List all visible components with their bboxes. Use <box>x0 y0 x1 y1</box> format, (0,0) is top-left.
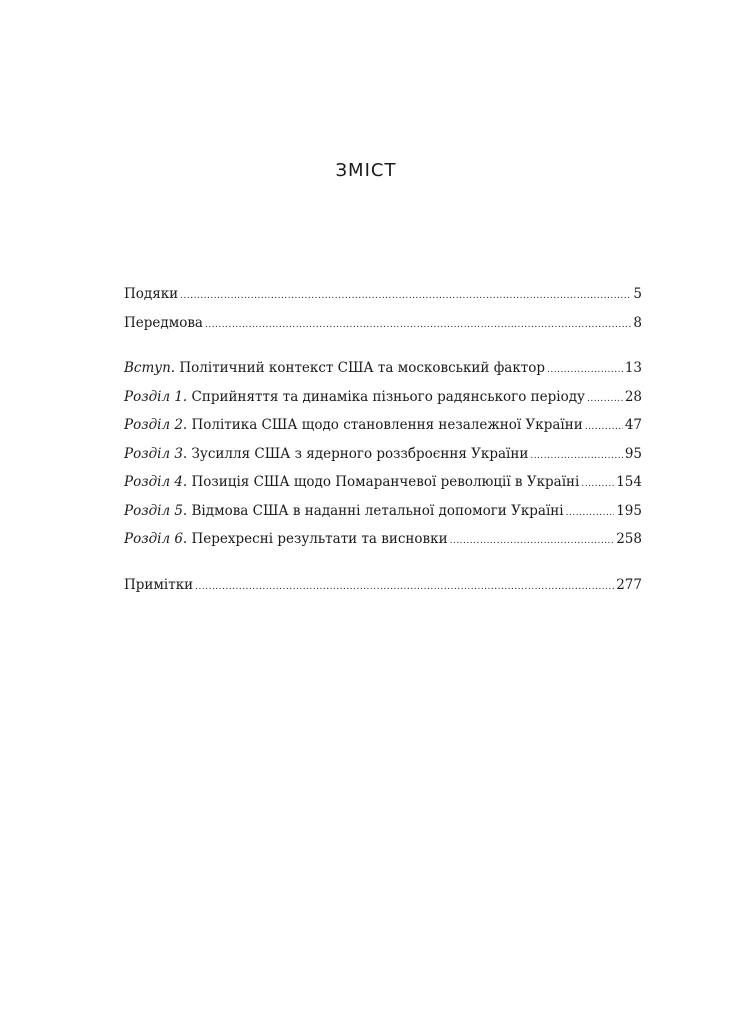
toc-leader-dots <box>180 284 631 306</box>
toc-entry-prefix: Розділ 6. <box>124 531 188 547</box>
toc-entry-notes[interactable] <box>124 575 642 604</box>
toc-leader-dots <box>450 529 615 551</box>
toc-entry-page: 13 <box>624 360 642 376</box>
toc-entry-page: 47 <box>624 417 642 433</box>
toc-entry-title: Політика США щодо становлення незалежної України <box>191 417 583 433</box>
toc-entry-chapter-4[interactable] <box>124 472 642 501</box>
toc-entry-acknowledgements[interactable] <box>124 284 642 313</box>
toc-front-matter <box>124 284 642 341</box>
toc-entry-page: 8 <box>633 314 642 331</box>
toc-entry-title: Перехресні результати та висновки <box>191 531 448 547</box>
toc-entry-prefix: Вступ. <box>124 360 176 376</box>
toc-entry-title: Відмова США в наданні летальної допомоги Україні <box>191 502 564 519</box>
page-title: ЗМІСТ <box>335 160 397 181</box>
toc-entry-title: Сприйняття та динаміка пізнього радянського періоду <box>191 388 585 405</box>
toc-leader-dots <box>587 387 623 409</box>
toc-entry-page: 5 <box>633 286 642 302</box>
toc-entry-page: 277 <box>616 576 642 593</box>
toc-leader-dots <box>581 472 614 494</box>
toc-back-matter <box>124 575 642 604</box>
toc-entry-title: Передмова <box>124 314 203 331</box>
toc-entry-chapter-1[interactable] <box>124 387 642 416</box>
toc-entry-title: Позиція США щодо Помаранчевої революції в Україні <box>191 474 580 490</box>
toc-entry-prefix: Розділ 1. <box>124 388 188 405</box>
toc-entry-title: Політичний контекст США та московський фактор <box>179 360 545 376</box>
toc-entry-page: 258 <box>616 531 642 547</box>
toc-entry-chapter-3[interactable] <box>124 444 642 473</box>
toc-entry-prefix: Розділ 3. <box>124 445 188 462</box>
toc-leader-dots <box>205 313 631 335</box>
toc-leader-dots <box>530 444 622 466</box>
toc-leader-dots <box>547 358 623 380</box>
toc-entry-title: Зусилля США з ядерного роззброєння України <box>191 445 529 462</box>
toc-entry-chapter-5[interactable] <box>124 501 642 530</box>
toc-entry-prefix: Розділ 4. <box>124 474 188 490</box>
toc-entry-chapter-6[interactable] <box>124 529 642 558</box>
toc-leader-dots <box>566 501 615 523</box>
toc-entry-prefix: Розділ 5. <box>124 502 188 519</box>
toc-entry-page: 28 <box>624 388 642 405</box>
toc-leader-dots <box>585 415 623 437</box>
toc-entry-page: 195 <box>616 502 642 519</box>
toc-entry-title: Примітки <box>124 576 194 593</box>
toc-entry-page: 154 <box>616 474 642 490</box>
toc-chapters <box>124 358 642 558</box>
toc-entry-title: Подяки <box>124 286 179 302</box>
toc-entry-introduction[interactable] <box>124 358 642 387</box>
toc-entry-page: 95 <box>624 445 642 462</box>
toc-leader-dots <box>195 575 614 597</box>
table-of-contents <box>124 284 642 603</box>
toc-entry-preface[interactable] <box>124 313 642 342</box>
toc-entry-prefix: Розділ 2. <box>124 417 188 433</box>
toc-entry-chapter-2[interactable] <box>124 415 642 444</box>
